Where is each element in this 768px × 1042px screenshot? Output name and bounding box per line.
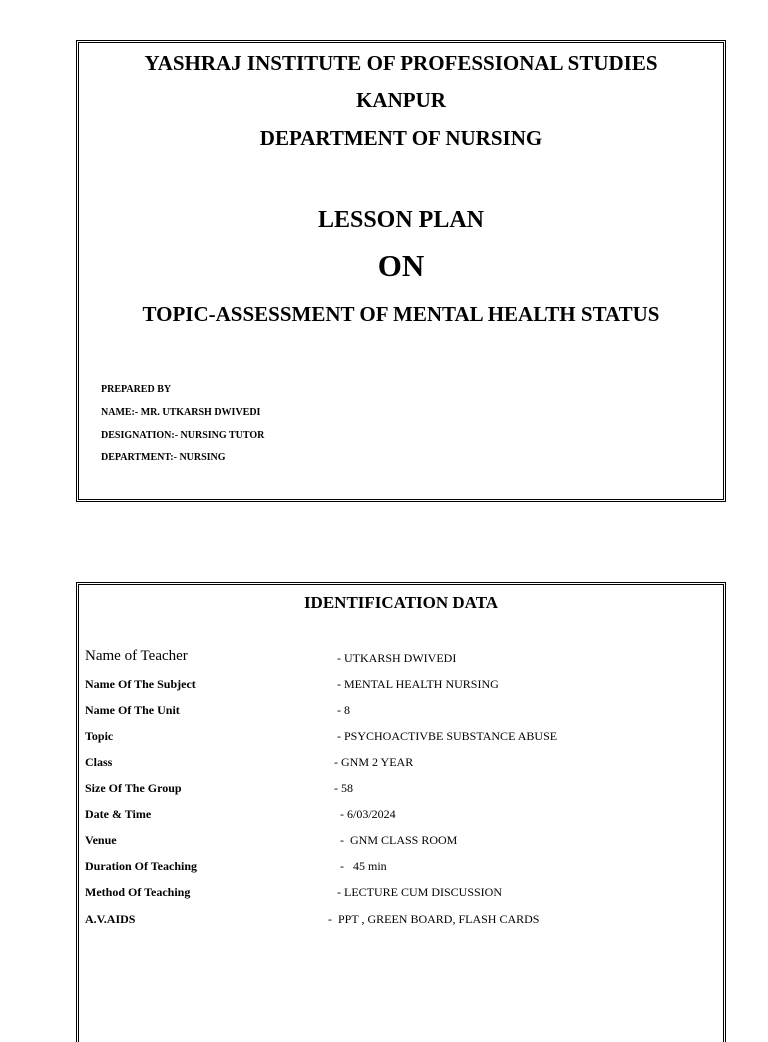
row-label: Class <box>85 755 113 769</box>
row-label: Topic <box>85 729 114 743</box>
table-row <box>85 885 723 905</box>
row-value: - 8 <box>337 703 350 717</box>
table-row <box>85 677 723 697</box>
row-label: Size Of The Group <box>85 781 182 795</box>
table-row <box>85 833 723 853</box>
department-name: DEPARTMENT OF NURSING <box>259 126 543 150</box>
prepared-by-label: PREPARED BY <box>101 384 172 395</box>
table-row <box>85 729 723 749</box>
preparer-designation: DESIGNATION:- NURSING TUTOR <box>101 430 265 441</box>
row-value: - PPT , GREEN BOARD, FLASH CARDS <box>328 912 540 926</box>
row-value: - UTKARSH DWIVEDI <box>337 651 457 665</box>
row-value: - MENTAL HEALTH NURSING <box>337 677 499 691</box>
row-value: - LECTURE CUM DISCUSSION <box>337 885 503 899</box>
row-value: - 6/03/2024 <box>337 807 396 821</box>
institute-city: KANPUR <box>356 88 446 112</box>
row-label: Name Of The Subject <box>85 677 196 691</box>
table-row <box>85 703 723 723</box>
institute-name: YASHRAJ INSTITUTE OF PROFESSIONAL STUDIES <box>144 51 658 75</box>
identification-data-box <box>76 582 726 1042</box>
cover-page-box <box>76 40 726 502</box>
row-label: Method Of Teaching <box>85 885 191 899</box>
preparer-name: NAME:- MR. UTKARSH DWIVEDI <box>101 407 261 418</box>
row-label: Name of Teacher <box>85 648 188 664</box>
identification-heading: IDENTIFICATION DATA <box>303 593 499 612</box>
row-label: Venue <box>85 833 117 847</box>
table-row <box>85 807 723 827</box>
table-row <box>85 859 723 879</box>
table-row <box>85 755 723 775</box>
on-title: ON <box>377 248 425 283</box>
row-label: Date & Time <box>85 807 152 821</box>
row-label: A.V.AIDS <box>85 912 136 926</box>
row-value: - PSYCHOACTIVBE SUBSTANCE ABUSE <box>337 729 558 743</box>
table-row <box>85 781 723 801</box>
preparer-department: DEPARTMENT:- NURSING <box>101 452 226 463</box>
table-row <box>85 912 723 932</box>
row-value: - 58 <box>334 781 353 795</box>
lesson-plan-title: LESSON PLAN <box>317 207 485 233</box>
topic-title: TOPIC-ASSESSMENT OF MENTAL HEALTH STATUS <box>142 302 660 326</box>
row-label: Duration Of Teaching <box>85 859 198 873</box>
row-value: - GNM 2 YEAR <box>334 755 414 769</box>
row-value: - GNM CLASS ROOM <box>337 833 458 847</box>
row-value: - 45 min <box>337 859 387 873</box>
row-label: Name Of The Unit <box>85 703 180 717</box>
table-row <box>85 648 723 671</box>
